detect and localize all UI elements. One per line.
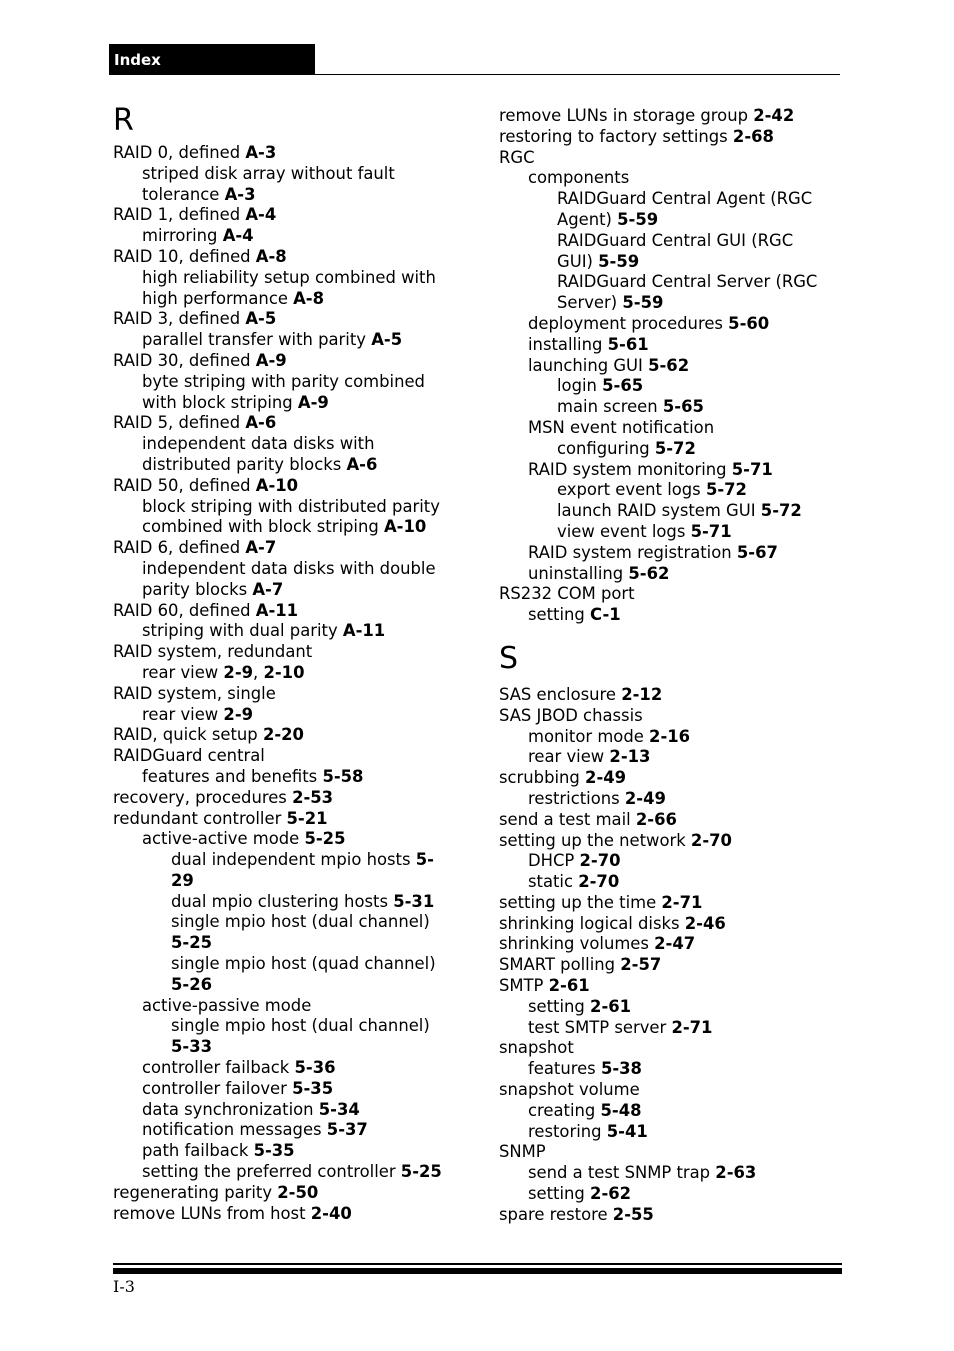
index-page-ref: 2-12 — [621, 684, 663, 704]
index-entry — [499, 1038, 849, 1059]
index-term: components — [528, 168, 630, 188]
index-entry — [499, 997, 849, 1018]
index-term: RGC — [499, 147, 535, 167]
index-term: remove LUNs from host — [113, 1203, 311, 1223]
index-entry — [113, 788, 463, 809]
index-page-ref: 5-65 — [602, 376, 644, 396]
index-term: mirroring — [142, 226, 223, 246]
index-entry — [113, 1162, 463, 1183]
index-term: SAS enclosure — [499, 684, 622, 704]
index-page-ref: A-9 — [297, 392, 329, 412]
index-entry — [113, 372, 463, 393]
index-term: uninstalling — [528, 563, 629, 583]
index-page-ref: 2-71 — [661, 892, 703, 912]
index-entry — [113, 517, 463, 538]
index-entry — [499, 439, 849, 460]
index-entry — [499, 914, 849, 935]
index-term: recovery, procedures — [113, 787, 293, 807]
index-entry — [499, 168, 849, 189]
index-entry — [499, 231, 849, 252]
index-page-ref: A-5 — [371, 330, 403, 350]
index-letter-r: R — [113, 103, 134, 138]
index-term: redundant controller — [113, 808, 287, 828]
index-page-ref: 5-38 — [600, 1059, 642, 1079]
index-entry — [499, 522, 849, 543]
index-term: rear view — [142, 704, 224, 724]
index-page-ref: 5-31 — [393, 891, 435, 911]
index-term: RAID 1, defined — [113, 205, 246, 225]
index-entry — [499, 789, 849, 810]
index-entries-right-top — [499, 106, 849, 626]
index-page-ref: 5-58 — [322, 766, 364, 786]
index-page-ref: 2-20 — [262, 725, 304, 745]
index-entry — [113, 601, 463, 622]
index-term: RAID, quick setup — [113, 725, 263, 745]
index-term: SAS JBOD chassis — [499, 705, 643, 725]
index-page-ref: A-4 — [222, 226, 254, 246]
index-term: restrictions — [528, 788, 625, 808]
footer-rule-thin — [113, 1263, 842, 1265]
index-term: setting up the network — [499, 830, 691, 850]
index-entry — [113, 829, 463, 850]
index-term: RAID system, single — [113, 683, 276, 703]
index-entry — [113, 850, 463, 871]
index-entry — [113, 393, 463, 414]
index-term: with block striping — [142, 392, 298, 412]
index-page-ref: A-3 — [245, 143, 277, 162]
index-page-ref: 5-71 — [690, 521, 732, 541]
index-entry — [499, 460, 849, 481]
index-entry — [113, 1058, 463, 1079]
index-term: deployment procedures — [528, 313, 729, 333]
index-entry — [499, 1205, 849, 1226]
index-page-ref: 5-72 — [760, 501, 802, 521]
index-term: RAID system, redundant — [113, 642, 313, 662]
index-term: setting — [528, 1184, 591, 1204]
index-page-ref: 2-71 — [671, 1017, 713, 1037]
index-term: scrubbing — [499, 768, 586, 788]
index-page-ref: 2-9 — [223, 704, 254, 724]
index-entry — [499, 418, 849, 439]
index-entry — [113, 580, 463, 601]
index-page-ref: 2-62 — [590, 1184, 632, 1204]
index-entries-left — [113, 143, 463, 1224]
index-entry — [499, 1122, 849, 1143]
index-page-ref: 5-25 — [171, 933, 213, 953]
index-entry — [113, 1079, 463, 1100]
index-term: SNMP — [499, 1142, 546, 1162]
index-page-ref: A-6 — [245, 413, 277, 433]
index-page-ref: 5-72 — [654, 438, 696, 458]
index-page-ref: 2-61 — [548, 976, 590, 996]
index-entry — [113, 434, 463, 455]
index-page-ref: 2-50 — [277, 1182, 319, 1202]
index-entry — [113, 538, 463, 559]
index-term: RAIDGuard Central GUI (RGC — [557, 230, 794, 250]
index-page-ref: A-5 — [245, 309, 277, 329]
index-entry — [499, 127, 849, 148]
index-page-ref: 2-10 — [263, 662, 305, 682]
index-term: RS232 COM port — [499, 584, 635, 604]
index-entry — [499, 106, 849, 127]
index-page-ref: 2-40 — [310, 1203, 352, 1223]
index-page-ref: 2-49 — [585, 768, 627, 788]
index-page-ref: 5-62 — [648, 355, 690, 375]
index-term: parity blocks — [142, 579, 253, 599]
index-term: RAID 5, defined — [113, 413, 246, 433]
index-term: GUI) — [557, 251, 599, 271]
index-term: rear view — [142, 662, 224, 682]
index-term: creating — [528, 1100, 601, 1120]
index-page-ref: 5-35 — [292, 1078, 334, 1098]
index-entry — [499, 934, 849, 955]
index-entry — [499, 605, 849, 626]
index-term: independent data disks with — [142, 434, 375, 454]
index-term: striped disk array without fault — [142, 163, 395, 183]
index-term: restoring to factory settings — [499, 126, 733, 146]
index-entry — [113, 455, 463, 476]
index-entry — [499, 480, 849, 501]
index-entry — [113, 975, 463, 996]
index-term: parallel transfer with parity — [142, 330, 372, 350]
index-entry — [499, 252, 849, 273]
index-term: MSN event notification — [528, 417, 715, 437]
index-entry — [499, 747, 849, 768]
index-term: setting up the time — [499, 892, 662, 912]
index-entry — [113, 185, 463, 206]
index-entry — [499, 335, 849, 356]
index-page-ref: 2-61 — [590, 996, 632, 1016]
index-page-ref: 5-37 — [326, 1120, 368, 1140]
index-term: RAID 60, defined — [113, 600, 256, 620]
index-page-ref: 5-65 — [662, 397, 704, 417]
index-term: path failback — [142, 1141, 254, 1161]
index-entry — [499, 810, 849, 831]
index-page-ref: 29 — [171, 870, 194, 890]
index-page-ref: A-10 — [383, 517, 427, 537]
index-entry — [113, 746, 463, 767]
index-page-ref: 5-59 — [598, 251, 640, 271]
index-entry — [499, 1184, 849, 1205]
index-entry — [113, 476, 463, 497]
index-page-ref: C-1 — [590, 605, 621, 625]
index-term: send a test SNMP trap — [528, 1163, 716, 1183]
index-term: static — [528, 872, 579, 892]
index-page-ref: 2-57 — [620, 955, 662, 975]
index-page-ref: 5-34 — [318, 1099, 360, 1119]
index-term: SMART polling — [499, 955, 621, 975]
index-entry — [113, 143, 463, 164]
index-entry — [113, 559, 463, 580]
index-entry — [113, 247, 463, 268]
index-entry — [113, 1120, 463, 1141]
index-term: RAIDGuard Central Server (RGC — [557, 272, 818, 292]
header-rule — [109, 74, 840, 75]
index-page-ref: 2-70 — [579, 851, 621, 871]
index-entry — [499, 685, 849, 706]
index-term: RAID system registration — [528, 542, 737, 562]
index-term: active-active mode — [142, 829, 305, 849]
index-term: high reliability setup combined with — [142, 267, 436, 287]
index-page-ref: A-11 — [342, 621, 386, 641]
index-entry — [113, 725, 463, 746]
index-page-ref: 5-48 — [600, 1100, 642, 1120]
index-page-ref: 5-25 — [400, 1162, 442, 1182]
index-column-right — [499, 106, 849, 1226]
index-term: regenerating parity — [113, 1182, 278, 1202]
index-entry — [499, 314, 849, 335]
index-term: controller failback — [142, 1058, 295, 1078]
index-page-ref: 2-63 — [715, 1163, 757, 1183]
index-entry — [499, 727, 849, 748]
index-entry — [499, 893, 849, 914]
index-entry — [499, 706, 849, 727]
index-term: remove LUNs in storage group — [499, 106, 754, 125]
index-entry — [499, 356, 849, 377]
index-entry — [499, 543, 849, 564]
index-term: RAID 50, defined — [113, 475, 256, 495]
index-term: shrinking volumes — [499, 934, 655, 954]
index-entry — [113, 912, 463, 933]
index-page-ref: 2-9 — [223, 662, 254, 682]
index-page-ref: 5-59 — [617, 209, 659, 229]
index-term: single mpio host (dual channel) — [171, 912, 430, 932]
index-entry — [113, 1141, 463, 1162]
index-entry — [499, 851, 849, 872]
index-entry — [499, 376, 849, 397]
index-entry — [499, 872, 849, 893]
index-term: installing — [528, 334, 608, 354]
index-page-ref: 5-35 — [253, 1141, 295, 1161]
index-letter-s: S — [499, 640, 519, 676]
index-term: view event logs — [557, 521, 691, 541]
index-page-ref: A-6 — [346, 454, 378, 474]
index-entry — [113, 954, 463, 975]
index-term: Server) — [557, 293, 623, 313]
index-page-ref: 5-21 — [286, 808, 328, 828]
page-number: I-3 — [113, 1277, 135, 1296]
index-page-ref: 5-36 — [294, 1058, 336, 1078]
index-entry — [113, 684, 463, 705]
index-term: setting — [528, 605, 591, 625]
index-page-ref: A-10 — [255, 475, 299, 495]
index-entry — [499, 1101, 849, 1122]
index-term: RAID 0, defined — [113, 143, 246, 162]
index-term: snapshot — [499, 1038, 574, 1058]
section-header-tab — [109, 44, 315, 75]
index-entry — [499, 210, 849, 231]
index-entry — [113, 871, 463, 892]
index-term: block striping with distributed parity — [142, 496, 440, 516]
index-page-ref: 2-46 — [684, 913, 726, 933]
index-page-ref: 5-25 — [304, 829, 346, 849]
index-entry — [113, 1100, 463, 1121]
index-term: combined with block striping — [142, 517, 384, 537]
index-page-ref: 2-70 — [578, 872, 620, 892]
index-page-ref: 5-67 — [736, 542, 778, 562]
index-page-ref: 2-70 — [690, 830, 732, 850]
index-entry — [113, 705, 463, 726]
index-term: configuring — [557, 438, 655, 458]
index-term: RAID 10, defined — [113, 246, 256, 266]
index-page-ref: 5-59 — [622, 293, 664, 313]
index-term: active-passive mode — [142, 995, 312, 1015]
index-entry — [113, 1016, 463, 1037]
index-page-ref: 2-13 — [609, 747, 651, 767]
index-entry — [499, 584, 849, 605]
index-entry — [499, 1059, 849, 1080]
section-header-label: Index — [114, 51, 161, 69]
index-entry — [113, 892, 463, 913]
index-entry — [113, 663, 463, 684]
index-entry — [499, 955, 849, 976]
index-entry — [113, 309, 463, 330]
index-entry — [113, 809, 463, 830]
index-column-left — [113, 103, 463, 1224]
index-term: single mpio host (quad channel) — [171, 954, 436, 974]
index-term: RAID 3, defined — [113, 309, 246, 329]
index-term: launching GUI — [528, 355, 649, 375]
index-term: spare restore — [499, 1204, 613, 1224]
index-page-ref: A-7 — [245, 538, 277, 558]
index-page-ref: 5-26 — [171, 974, 213, 994]
index-term: setting — [528, 996, 591, 1016]
index-term: test SMTP server — [528, 1017, 672, 1037]
index-page-ref: 5-62 — [628, 563, 670, 583]
index-entry — [113, 767, 463, 788]
index-entry — [113, 621, 463, 642]
index-page-ref: 2-42 — [753, 106, 795, 125]
index-page-ref: A-9 — [255, 350, 287, 370]
index-term: tolerance — [142, 184, 225, 204]
index-entry — [499, 148, 849, 169]
index-entry — [113, 205, 463, 226]
index-term: RAID 30, defined — [113, 350, 256, 370]
index-entry — [499, 1080, 849, 1101]
index-entry — [499, 501, 849, 522]
index-entry — [113, 164, 463, 185]
index-term: restoring — [528, 1121, 607, 1141]
index-term: RAIDGuard central — [113, 746, 265, 766]
index-entry — [113, 1037, 463, 1058]
index-page-ref: A-11 — [255, 600, 299, 620]
index-page-ref: A-8 — [255, 246, 287, 266]
index-term: main screen — [557, 397, 663, 417]
index-term: features and benefits — [142, 766, 323, 786]
index-term: high performance — [142, 288, 294, 308]
index-term: snapshot volume — [499, 1080, 640, 1100]
index-page-ref: 5-33 — [171, 1037, 213, 1057]
index-entry — [499, 189, 849, 210]
index-term: controller failover — [142, 1078, 293, 1098]
index-entry — [113, 933, 463, 954]
index-entry — [499, 272, 849, 293]
index-entry — [499, 1142, 849, 1163]
index-page-ref: 2-49 — [624, 788, 666, 808]
footer-rule-thick — [113, 1268, 842, 1274]
index-term: DHCP — [528, 851, 580, 871]
index-term: RAIDGuard Central Agent (RGC — [557, 189, 813, 209]
index-entry — [499, 293, 849, 314]
index-term: single mpio host (dual channel) — [171, 1016, 430, 1036]
index-term: notification messages — [142, 1120, 327, 1140]
index-term: RAID system monitoring — [528, 459, 732, 479]
index-term: launch RAID system GUI — [557, 501, 761, 521]
index-page-ref: A-4 — [245, 205, 277, 225]
index-page-ref: 5- — [415, 850, 434, 870]
index-entry — [499, 768, 849, 789]
index-entry — [499, 1018, 849, 1039]
index-term: RAID 6, defined — [113, 538, 246, 558]
index-term: monitor mode — [528, 726, 650, 746]
index-term: dual mpio clustering hosts — [171, 891, 394, 911]
index-entry — [113, 330, 463, 351]
index-page-ref: 5-61 — [607, 334, 649, 354]
index-page-ref: 2-55 — [612, 1204, 654, 1224]
index-entry — [113, 226, 463, 247]
index-page-ref: A-3 — [224, 184, 256, 204]
index-page-ref: 2-16 — [649, 726, 691, 746]
index-term: shrinking logical disks — [499, 913, 685, 933]
index-entry — [113, 642, 463, 663]
index-page-ref: 2-47 — [654, 934, 696, 954]
index-entry — [113, 413, 463, 434]
index-term: setting the preferred controller — [142, 1162, 401, 1182]
index-term: send a test mail — [499, 809, 636, 829]
index-entry — [113, 996, 463, 1017]
index-entry — [499, 397, 849, 418]
index-page-ref: 2-53 — [292, 787, 334, 807]
index-page-ref: A-8 — [293, 288, 325, 308]
index-term: striping with dual parity — [142, 621, 343, 641]
index-page-ref: 5-71 — [731, 459, 773, 479]
index-entry — [113, 268, 463, 289]
index-page-ref: 5-60 — [728, 313, 770, 333]
index-term: independent data disks with double — [142, 558, 436, 578]
index-term: byte striping with parity combined — [142, 371, 425, 391]
index-entry — [113, 351, 463, 372]
index-term: SMTP — [499, 976, 549, 996]
index-page-ref: 5-41 — [606, 1121, 648, 1141]
index-term: distributed parity blocks — [142, 454, 347, 474]
index-term: rear view — [528, 747, 610, 767]
index-term: login — [557, 376, 603, 396]
index-page-ref: 2-66 — [635, 809, 677, 829]
index-term: features — [528, 1059, 601, 1079]
index-separator: , — [253, 662, 264, 682]
index-entry — [113, 497, 463, 518]
index-term: data synchronization — [142, 1099, 319, 1119]
index-term: Agent) — [557, 209, 618, 229]
index-entry — [113, 1204, 463, 1225]
index-page-ref: A-7 — [252, 579, 284, 599]
index-page-ref: 5-72 — [705, 480, 747, 500]
index-entry — [113, 1183, 463, 1204]
index-entry — [499, 564, 849, 585]
index-entry — [499, 1163, 849, 1184]
index-term: dual independent mpio hosts — [171, 850, 416, 870]
index-entry — [499, 831, 849, 852]
index-entry — [499, 976, 849, 997]
index-page-ref: 2-68 — [732, 126, 774, 146]
index-entry — [113, 289, 463, 310]
index-entries-right-bottom — [499, 685, 849, 1226]
index-term: export event logs — [557, 480, 706, 500]
